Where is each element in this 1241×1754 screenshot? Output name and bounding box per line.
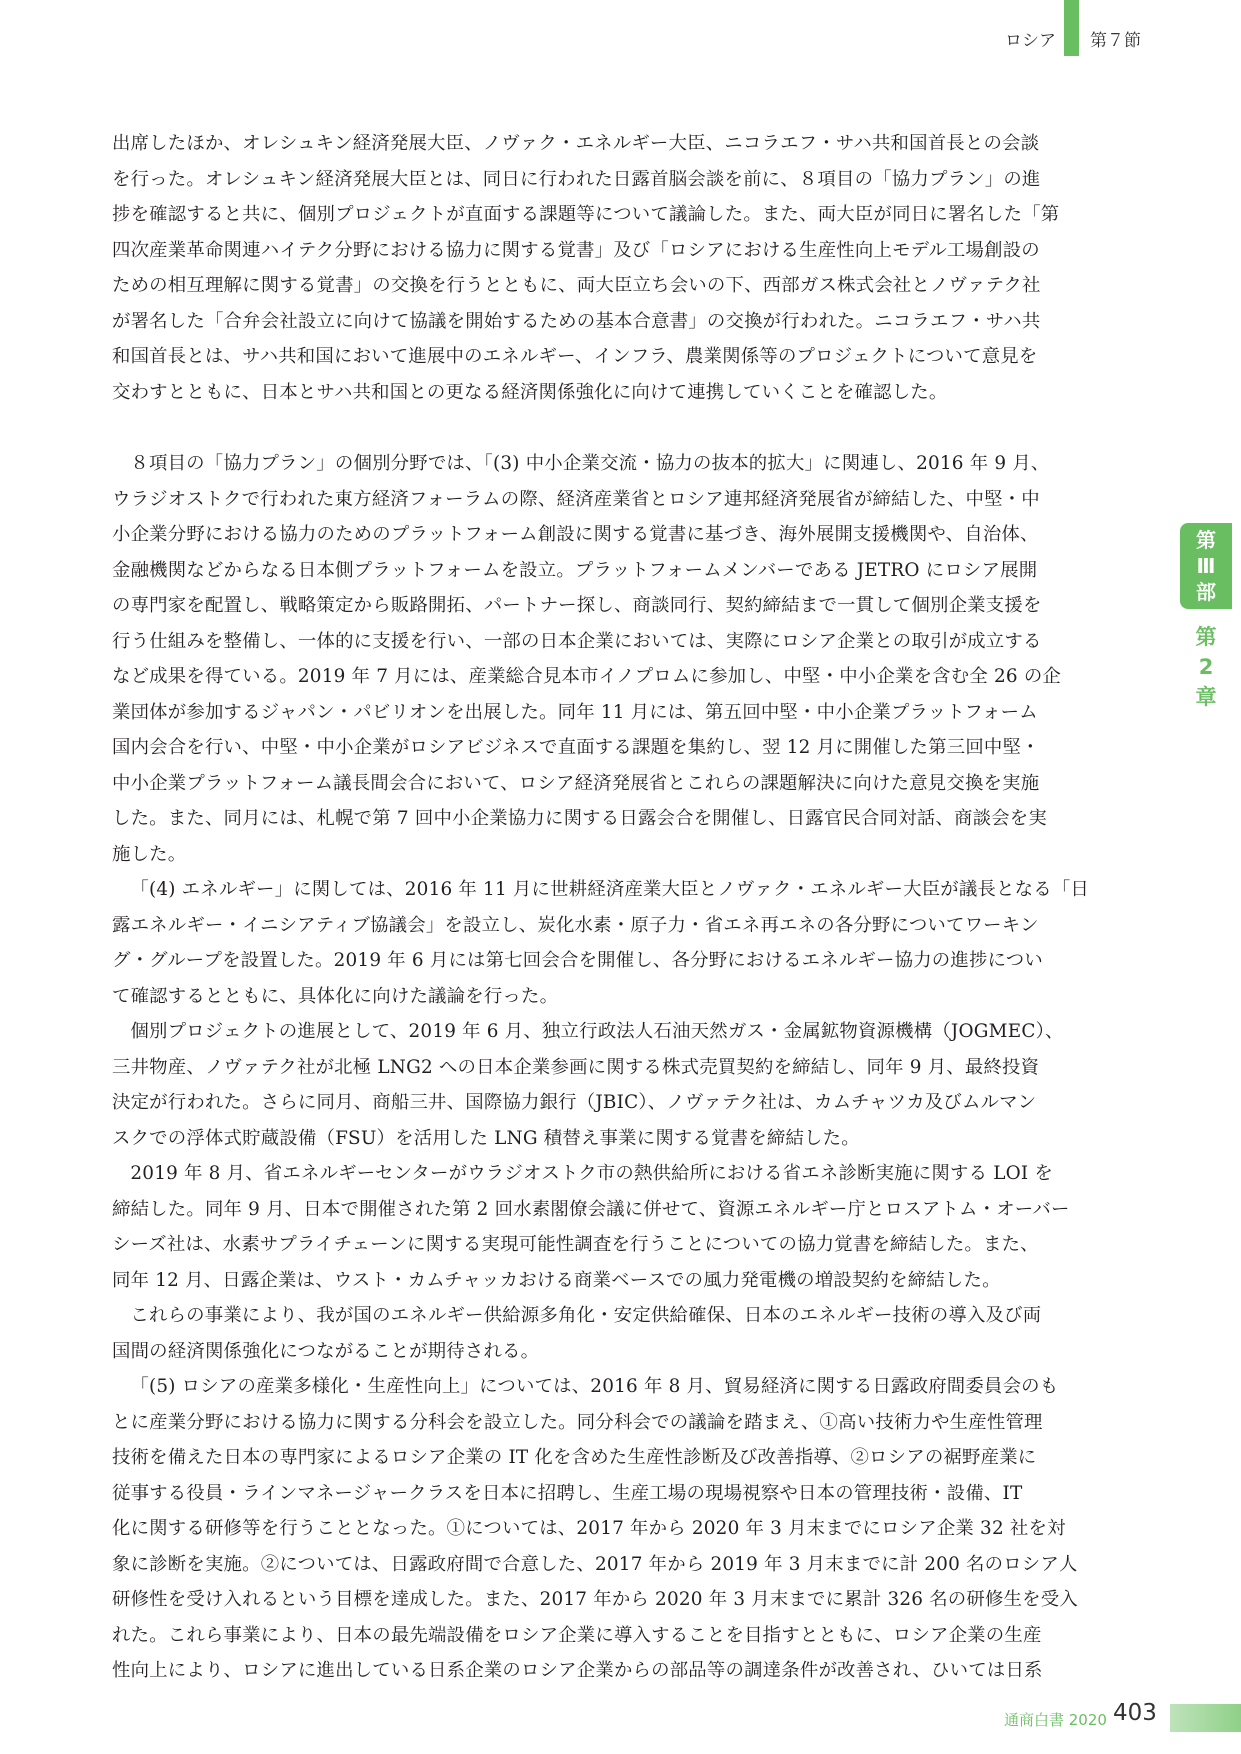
text-line: れた。これら事業により、日本の最先端設備をロシア企業に導入することを目指すとともに、ロシア企業の生産 (112, 1624, 1042, 1646)
text-line: 性向上により、ロシアに進出している日系企業のロシア企業からの部品等の調達条件が改善され、ひいては日系 (112, 1660, 1043, 1681)
part-tab-char: 第 (1196, 528, 1216, 552)
paragraph (112, 1369, 1136, 1689)
text-line: 象に診断を実施。②については、日露政府間で合意した、2017 年から 2019 年 3 月末までに計 200 名のロシア人 (112, 1553, 1078, 1575)
text-line: した。また、同月には、札幌で第 7 回中小企業協力に関する日露会合を開催し、日露官民合同対話、商談会を実 (112, 808, 1047, 829)
text-line: ウラジオストクで行われた東方経済フォーラムの際、経済産業省とロシア連邦経済発展省が締結した、中堅・中 (112, 488, 1040, 510)
chapter-tab (1180, 622, 1232, 712)
text-line: 「(5) ロシアの産業多様化・生産性向上」については、2016 年 8 月、貿易経済に関する日露政府間委員会のも (130, 1376, 1059, 1397)
header-accent-bar (1064, 0, 1079, 56)
text-line: 行う仕組みを整備し、一体的に支援を行い、一部の日本企業においては、実際にロシア企業との取引が成立する (112, 630, 1042, 652)
text-line: 「(4) エネルギー」に関しては、2016 年 11 月に世耕経済産業大臣とノヴァク・エネルギー大臣が議長となる「日 (130, 879, 1090, 900)
text-line: 施した。 (112, 843, 187, 865)
text-line: 技術を備えた日本の専門家によるロシア企業の IT 化を含めた生産性診断及び改善指導、②ロシアの裾野産業に (112, 1447, 1037, 1468)
paragraph (112, 446, 1136, 872)
text-line: 中小企業プラットフォーム議長間会合において、ロシア経済発展省とこれらの課題解決に向けた意見交換を実施 (112, 772, 1040, 794)
text-line: 個別プロジェクトの進展として、2019 年 6 月、独立行政法人石油天然ガス・金属鉱物資源機構（JOGMEC）、 (130, 1021, 1064, 1042)
part-tab-char: 部 (1196, 580, 1216, 604)
body-text (112, 126, 1136, 1689)
paragraph (112, 1156, 1136, 1298)
text-line: 小企業分野における協力のためのプラットフォーム創設に関する覚書に基づき、海外展開支援機関や、自治体、 (112, 524, 1039, 545)
text-line: 化に関する研修等を行うこととなった。①については、2017 年から 2020 年 3 月末までにロシア企業 32 社を対 (112, 1518, 1066, 1539)
paragraph (112, 872, 1136, 1014)
text-line: 交わすとともに、日本とサハ共和国との更なる経済関係強化に向けて連携していくことを確認した。 (112, 381, 948, 403)
footer-publication-title: 通商白書 2020 (1004, 1711, 1107, 1729)
chapter-tab-char: 章 (1195, 685, 1217, 709)
text-line: など成果を得ている。2019 年 7 月には、産業総合見本市イノプロムに参加し、中堅・中小企業を含む全 26 の企 (112, 666, 1062, 687)
paragraph (112, 1298, 1136, 1369)
text-line: 和国首長とは、サハ共和国において進展中のエネルギー、インフラ、農業関係等のプロジェクトについて意見を (112, 346, 1038, 367)
text-line: シーズ社は、水素サプライチェーンに関する実現可能性調査を行うことについての協力覚書を締結した。また、 (112, 1234, 1039, 1255)
text-line: 国内会合を行い、中堅・中小企業がロシアビジネスで直面する課題を集約し、翌 12 月に開催した第三回中堅・ (112, 737, 1040, 758)
text-line: が署名した「合弁会社設立に向けて協議を開始するための基本合意書」の交換が行われた。ニコラエフ・サハ共 (112, 310, 1041, 332)
text-line: これらの事業により、我が国のエネルギー供給源多角化・安定供給確保、日本のエネルギー技術の導入及び両 (130, 1305, 1042, 1326)
running-header-chapter: 第７節 (1090, 31, 1141, 51)
part-tab-char: Ⅲ (1196, 554, 1216, 578)
text-line: ための相互理解に関する覚書」の交換を行うとともに、両大臣立ち会いの下、西部ガス株式会社とノヴァテク社 (112, 275, 1041, 296)
running-header-section: ロシア (1005, 31, 1056, 51)
text-line: とに産業分野における協力に関する分科会を設立した。同分科会での議論を踏まえ、①高い技術力や生産性管理 (112, 1411, 1043, 1433)
text-line: 研修性を受け入れるという目標を達成した。また、2017 年から 2020 年 3 月末までに累計 326 名の研修生を受入 (112, 1589, 1078, 1610)
text-line: 三井物産、ノヴァテク社が北極 LNG2 への日本企業参画に関する株式売買契約を締結し、同年 9 月、最終投資 (112, 1056, 1040, 1078)
footer-accent-bar (1170, 1704, 1241, 1732)
paragraph (112, 1014, 1136, 1156)
paragraph (112, 126, 1136, 410)
chapter-tab-char: 2 (1198, 655, 1214, 679)
part-tab (1180, 523, 1232, 609)
text-line: 四次産業革命関連ハイテク分野における協力に関する覚書」及び「ロシアにおける生産性向上モデル工場創設の (112, 239, 1040, 261)
text-line: 業団体が参加するジャパン・パビリオンを出展した。同年 11 月には、第五回中堅・中小企業プラットフォーム (112, 701, 1038, 723)
text-line: 露エネルギー・イニシアティブ協議会」を設立し、炭化水素・原子力・省エネ再エネの各分野についてワーキン (112, 914, 1039, 936)
text-line: 締結した。同年 9 月、日本で開催された第 2 回水素閣僚会議に併せて、資源エネルギー庁とロスアトム・オーバー (112, 1198, 1070, 1220)
text-line: を行った。オレシュキン経済発展大臣とは、同日に行われた日露首脳会談を前に、８項目の「協力プラン」の進 (112, 168, 1041, 190)
text-line: 捗を確認すると共に、個別プロジェクトが直面する課題等について議論した。また、両大臣が同日に署名した「第 (112, 204, 1060, 225)
text-line: 同年 12 月、日露企業は、ウスト・カムチャッカおける商業ベースでの風力発電機の増設契約を締結した。 (112, 1269, 1001, 1291)
text-line: 決定が行われた。さらに同月、商船三井、国際協力銀行（JBIC）、ノヴァテク社は、カムチャツカ及びムルマン (112, 1092, 1037, 1113)
text-line: ８項目の「協力プラン」の個別分野では、「(3) 中小企業交流・協力の抜本的拡大」に関連し、2016 年 9 月、 (130, 453, 1050, 474)
text-line: 2019 年 8 月、省エネルギーセンターがウラジオストク市の熱供給所における省エネ診断実施に関する LOI を (130, 1163, 1054, 1184)
text-line: 金融機関などからなる日本側プラットフォームを設立。プラットフォームメンバーである JETRO にロシア展開 (112, 559, 1038, 581)
text-line: て確認するとともに、具体化に向けた議論を行った。 (112, 985, 559, 1007)
text-line: 出席したほか、オレシュキン経済発展大臣、ノヴァク・エネルギー大臣、ニコラエフ・サハ共和国首長との会談 (112, 133, 1040, 154)
text-line: スクでの浮体式貯蔵設備（FSU）を活用した LNG 積替え事業に関する覚書を締結した。 (112, 1127, 860, 1149)
text-line: グ・グループを設置した。2019 年 6 月には第七回会合を開催し、各分野におけるエネルギー協力の進捗につい (112, 950, 1043, 971)
page-number: 403 (1113, 1700, 1157, 1726)
text-line: 従事する役員・ラインマネージャークラスを日本に招聘し、生産工場の現場視察や日本の管理技術・設備、IT (112, 1482, 1023, 1504)
text-line: 国間の経済関係強化につながることが期待される。 (112, 1340, 540, 1362)
chapter-tab-char: 第 (1195, 625, 1217, 649)
text-line: の専門家を配置し、戦略策定から販路開拓、パートナー探し、商談同行、契約締結まで一貫して個別企業支援を (112, 595, 1042, 616)
